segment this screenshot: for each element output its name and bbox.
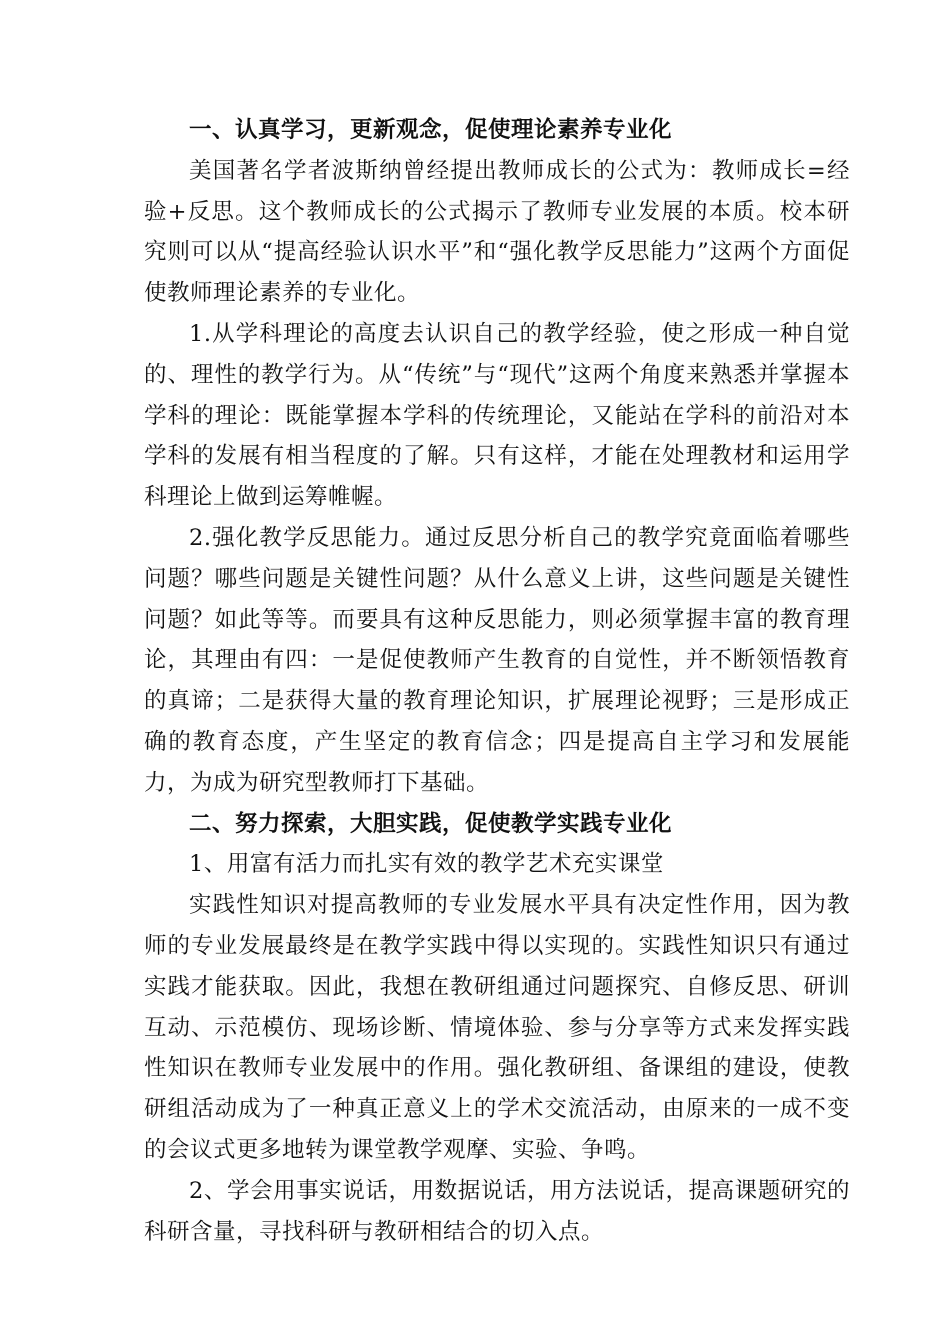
section1-heading: 一、认真学习，更新观念，促使理论素养专业化 bbox=[189, 117, 673, 143]
section1-intro-paragraph: 美国著名学者波斯纳曾经提出教师成长的公式为：教师成长=经验+反思。这个教师成长的公式揭示了教师专业发展的本质。校本研究则可以从“提高经验认识水平”和“强化教学反思能力”这两个方面促使教师理论素养的专业化。 bbox=[144, 157, 850, 307]
section2-body-paragraph: 实践性知识对提高教师的专业发展水平具有决定性作用，因为教师的专业发展最终是在教学实践中得以实现的。实践性知识只有通过实践才能获取。因此，我想在教研组通过问题探究、自修反思、研训互动、示范模仿、现场诊断、情境体验、参与分享等方式来发挥实践性知识在教师专业发展中的作用。强化教研组、备课组的建设，使教研组活动成为了一种真正意义上的学术交流活动，由原来的一成不变的会议式更多地转为课堂教学观摩、实验、争鸣。 bbox=[144, 892, 850, 1163]
section2-subheading-2: 2、学会用事实说话，用数据说话，用方法说话，提高课题研究的科研含量，寻找科研与教研相结合的切入点。 bbox=[144, 1177, 850, 1245]
section1-point2-paragraph: 2.强化教学反思能力。通过反思分析自己的教学究竟面临着哪些问题？哪些问题是关键性问题？从什么意义上讲，这些问题是关键性问题？如此等等。而要具有这种反思能力，则必须掌握丰富的教育理论，其理由有四：一是促使教师产生教育的自觉性，并不断领悟教育的真谛；二是获得大量的教育理论知识，扩展理论视野；三是形成正确的教育态度，产生坚定的教育信念；四是提高自主学习和发展能力，为成为研究型教师打下基础。 bbox=[144, 524, 850, 796]
section2-subheading-1: 1、用富有活力而扎实有效的教学艺术充实课堂 bbox=[189, 851, 664, 878]
document-page bbox=[144, 110, 850, 1252]
section2-heading: 二、努力探索，大胆实践，促使教学实践专业化 bbox=[189, 810, 673, 837]
section1-point1-paragraph: 1.从学科理论的高度去认识自己的教学经验，使之形成一种自觉的、理性的教学行为。从“传统”与“现代”这两个角度来熟悉并掌握本学科的理论：既能掌握本学科的传统理论，又能站在学科的前沿对本学科的发展有相当程度的了解。只有这样，才能在处理教材和运用学科理论上做到运筹帷幄。 bbox=[144, 320, 850, 511]
